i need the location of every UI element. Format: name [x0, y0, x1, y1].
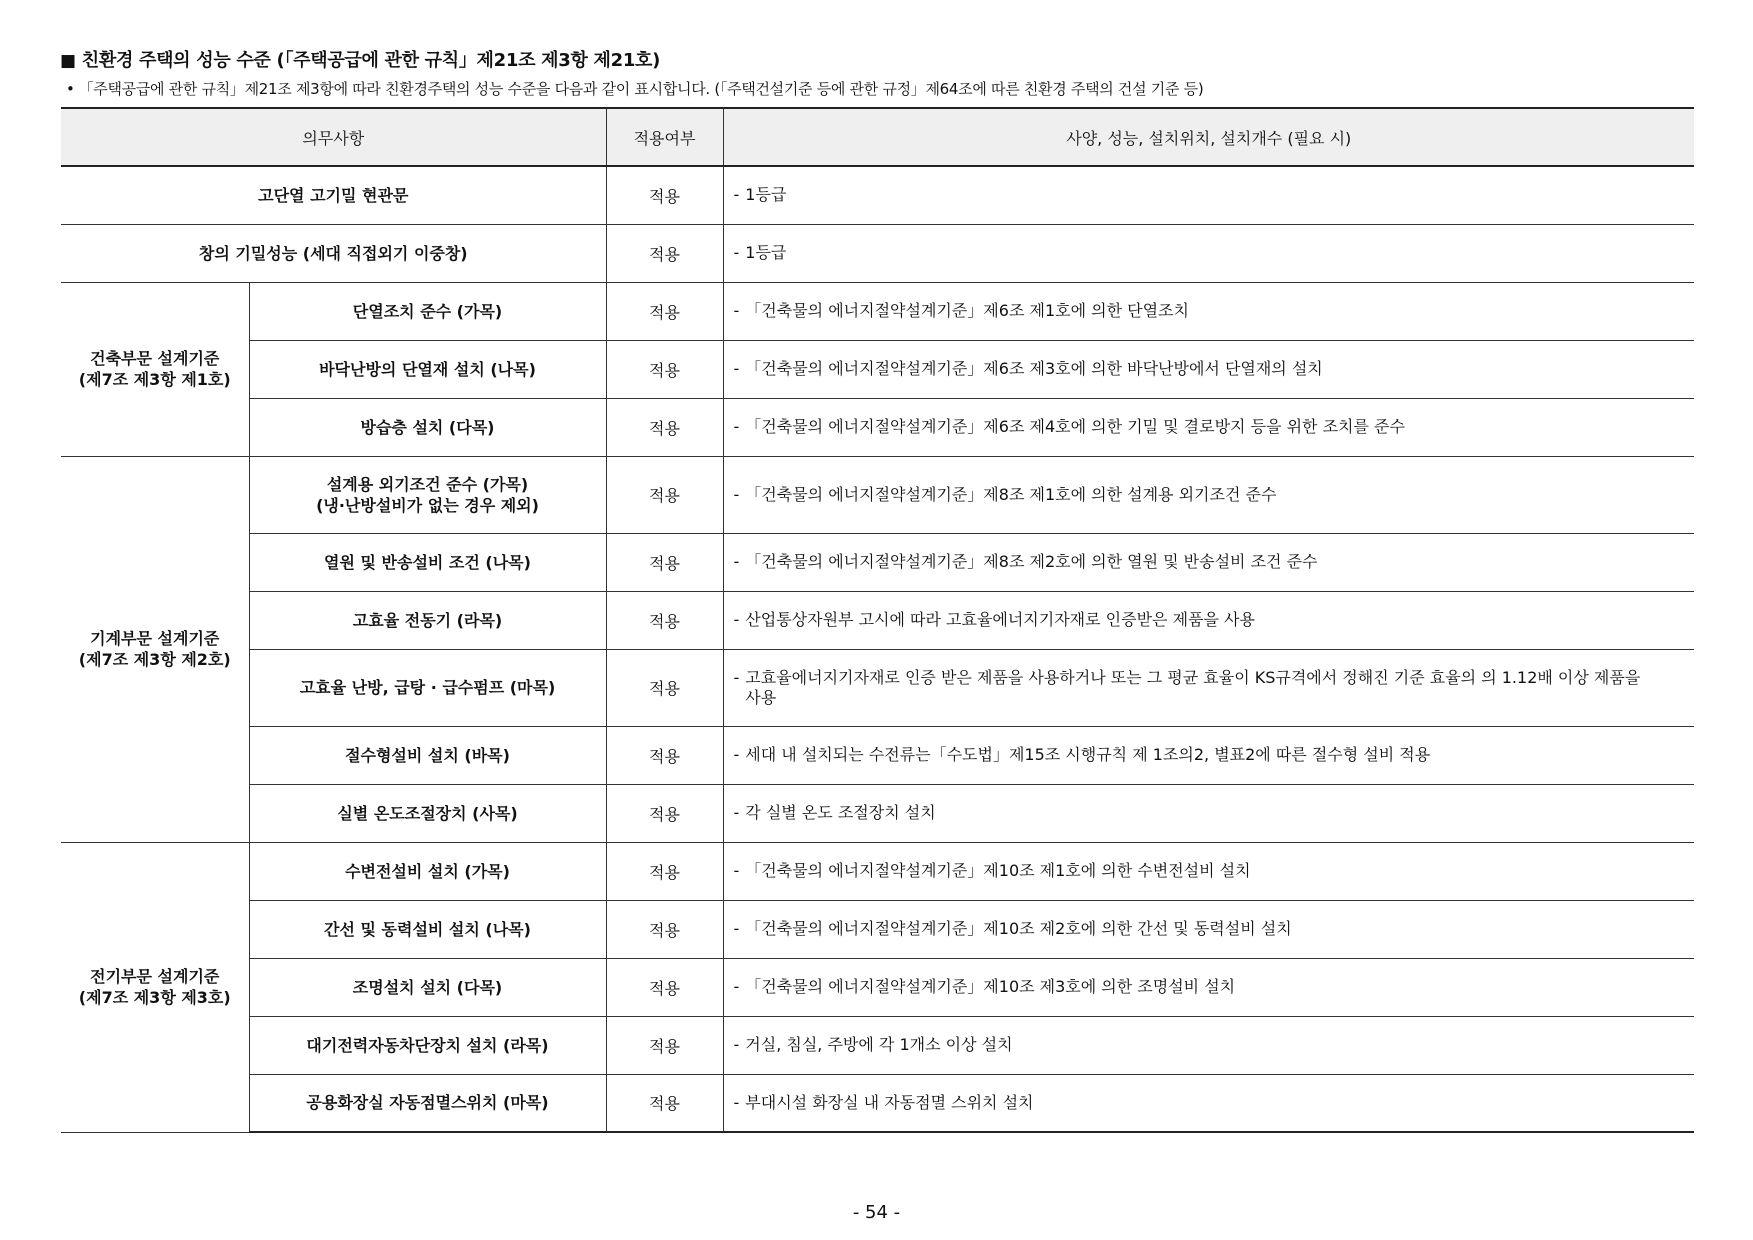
- spec-text: 각 실별 온도 조절장치 설치: [745, 803, 936, 822]
- item-name: [249, 456, 606, 533]
- spec-description: [723, 958, 1694, 1016]
- title-square-icon: ■: [60, 51, 76, 71]
- item-name: 바닥난방의 단열재 설치 (나목): [249, 340, 606, 398]
- item-name: 단열조치 준수 (가목): [249, 282, 606, 340]
- spec-text: 「건축물의 에너지절약설계기준」제10조 제1호에 의한 수변전설비 설치: [745, 861, 1251, 880]
- table-row: [61, 166, 1694, 224]
- dash: -: [733, 1035, 740, 1054]
- applied-value: 적용: [606, 1074, 723, 1132]
- spec-description: [723, 784, 1694, 842]
- dash: -: [733, 552, 740, 571]
- spec-text: 「건축물의 에너지절약설계기준」제6조 제4호에 의한 기밀 및 결로방지 등을 위한 조치를 준수: [745, 417, 1405, 436]
- dash: -: [733, 919, 740, 938]
- spec-description: [723, 726, 1694, 784]
- spec-description: [723, 340, 1694, 398]
- applied-value: 적용: [606, 533, 723, 591]
- item-name: 고효율 난방, 급탕 · 급수펌프 (마목): [249, 649, 606, 726]
- dash: -: [733, 667, 740, 687]
- dash: -: [733, 417, 740, 436]
- table-row: [61, 900, 1694, 958]
- page-subtitle: [66, 78, 1203, 99]
- page-number: - 54 -: [852, 1202, 901, 1223]
- spec-text: 세대 내 설치되는 수전류는「수도법」제15조 시행규칙 제 1조의2, 별표2에 따른 절수형 설비 적용: [745, 745, 1431, 764]
- spec-description: [723, 282, 1694, 340]
- spec-description: [723, 166, 1694, 224]
- spec-text: 「건축물의 에너지절약설계기준」제10조 제2호에 의한 간선 및 동력설비 설치: [745, 919, 1292, 938]
- table-row: [61, 784, 1694, 842]
- applied-value: 적용: [606, 726, 723, 784]
- dash: -: [733, 803, 740, 822]
- applied-value: 적용: [606, 1016, 723, 1074]
- performance-table: [61, 107, 1694, 1133]
- table-row: [61, 282, 1694, 340]
- applied-value: 적용: [606, 958, 723, 1016]
- applied-value: 적용: [606, 340, 723, 398]
- item-name: 절수형설비 설치 (바목): [249, 726, 606, 784]
- item-name: 고효율 전동기 (라목): [249, 591, 606, 649]
- dash: -: [733, 610, 740, 629]
- item-name: 공용화장실 자동점멸스위치 (마목): [249, 1074, 606, 1132]
- spec-description: [723, 533, 1694, 591]
- dash: -: [733, 243, 740, 262]
- dash: -: [733, 861, 740, 880]
- applied-value: 적용: [606, 784, 723, 842]
- item-name: 방습층 설치 (다목): [249, 398, 606, 456]
- header-applied: 적용여부: [606, 108, 723, 166]
- table-row: [61, 958, 1694, 1016]
- item-name: 창의 기밀성능 (세대 직접외기 이중창): [61, 224, 606, 282]
- dash: -: [733, 484, 740, 504]
- applied-value: 적용: [606, 649, 723, 726]
- spec-description: [723, 1016, 1694, 1074]
- spec-text: 고효율에너지기자재로 인증 받은 제품을 사용하거나 또는 그 평균 효율이 KS규격에서 정해진 기준 효율의 의 1.12배 이상 제품을 사용: [745, 667, 1641, 707]
- header-item: 의무사항: [61, 108, 606, 166]
- applied-value: 적용: [606, 591, 723, 649]
- table-row: [61, 456, 1694, 533]
- spec-description: [723, 591, 1694, 649]
- spec-text: 「건축물의 에너지절약설계기준」제8조 제2호에 의한 열원 및 반송설비 조건 준수: [745, 552, 1318, 571]
- applied-value: 적용: [606, 224, 723, 282]
- dash: -: [733, 301, 740, 320]
- applied-value: 적용: [606, 456, 723, 533]
- group-architecture: [61, 282, 249, 456]
- table-row: [61, 1074, 1694, 1132]
- bullet-icon: •: [66, 80, 75, 98]
- spec-description: [723, 398, 1694, 456]
- group-label: 건축부문 설계기준 (제7조 제3항 제1호): [78, 349, 231, 389]
- group-label: 전기부문 설계기준 (제7조 제3항 제3호): [78, 967, 231, 1007]
- item-name: 고단열 고기밀 현관문: [61, 166, 606, 224]
- table-row: [61, 726, 1694, 784]
- spec-text: 1등급: [745, 243, 787, 262]
- subtitle-text: 「주택공급에 관한 규칙」제21조 제3항에 따라 친환경주택의 성능 수준을 다음과 같이 표시합니다. (「주택건설기준 등에 관한 규정」제64조에 따른 친환경 주택의 건설 기준 등): [78, 80, 1204, 98]
- table-row: [61, 649, 1694, 726]
- dash: -: [733, 745, 740, 764]
- page-title: [60, 46, 660, 72]
- group-mechanical: [61, 456, 249, 842]
- item-name: 수변전설비 설치 (가목): [249, 842, 606, 900]
- item-name: 실별 온도조절장치 (사목): [249, 784, 606, 842]
- dash: -: [733, 185, 740, 205]
- title-text: 친환경 주택의 성능 수준 (「주택공급에 관한 규칙」제21조 제3항 제21호): [81, 50, 661, 71]
- spec-description: [723, 900, 1694, 958]
- applied-value: 적용: [606, 900, 723, 958]
- table-row: [61, 340, 1694, 398]
- spec-text: 「건축물의 에너지절약설계기준」제10조 제3호에 의한 조명설비 설치: [745, 977, 1236, 996]
- table-row: [61, 842, 1694, 900]
- group-electrical: [61, 842, 249, 1132]
- table-row: [61, 398, 1694, 456]
- applied-value: 적용: [606, 398, 723, 456]
- spec-description: [723, 456, 1694, 533]
- item-name: 열원 및 반송설비 조건 (나목): [249, 533, 606, 591]
- table-row: [61, 1016, 1694, 1074]
- group-label: 기계부문 설계기준 (제7조 제3항 제2호): [78, 629, 231, 669]
- applied-value: 적용: [606, 166, 723, 224]
- table-header-row: [61, 108, 1694, 166]
- item-name: 조명설치 설치 (다목): [249, 958, 606, 1016]
- item-name: 대기전력자동차단장치 설치 (라목): [249, 1016, 606, 1074]
- spec-text: 「건축물의 에너지절약설계기준」제6조 제1호에 의한 단열조치: [745, 301, 1189, 320]
- spec-description: [723, 842, 1694, 900]
- dash: -: [733, 359, 740, 378]
- spec-text: 1등급: [745, 185, 787, 205]
- dash: -: [733, 1092, 740, 1112]
- spec-text: 산업통상자원부 고시에 따라 고효율에너지기자재로 인증받은 제품을 사용: [745, 610, 1255, 629]
- table-row: [61, 533, 1694, 591]
- item-name-text: 설계용 외기조건 준수 (가목) (냉·난방설비가 없는 경우 제외): [316, 474, 539, 515]
- spec-text: 「건축물의 에너지절약설계기준」제8조 제1호에 의한 설계용 외기조건 준수: [745, 484, 1277, 504]
- spec-text: 부대시설 화장실 내 자동점멸 스위치 설치: [745, 1092, 1034, 1112]
- spec-description: [723, 224, 1694, 282]
- applied-value: 적용: [606, 282, 723, 340]
- item-name: 간선 및 동력설비 설치 (나목): [249, 900, 606, 958]
- table-row: [61, 224, 1694, 282]
- spec-description: [723, 1074, 1694, 1132]
- table-row: [61, 591, 1694, 649]
- spec-text: 거실, 침실, 주방에 각 1개소 이상 설치: [745, 1035, 1013, 1054]
- applied-value: 적용: [606, 842, 723, 900]
- spec-text: 「건축물의 에너지절약설계기준」제6조 제3호에 의한 바닥난방에서 단열재의 설치: [745, 359, 1323, 378]
- spec-description: [723, 649, 1694, 726]
- dash: -: [733, 977, 740, 996]
- header-spec: 사양, 성능, 설치위치, 설치개수 (필요 시): [723, 108, 1694, 166]
